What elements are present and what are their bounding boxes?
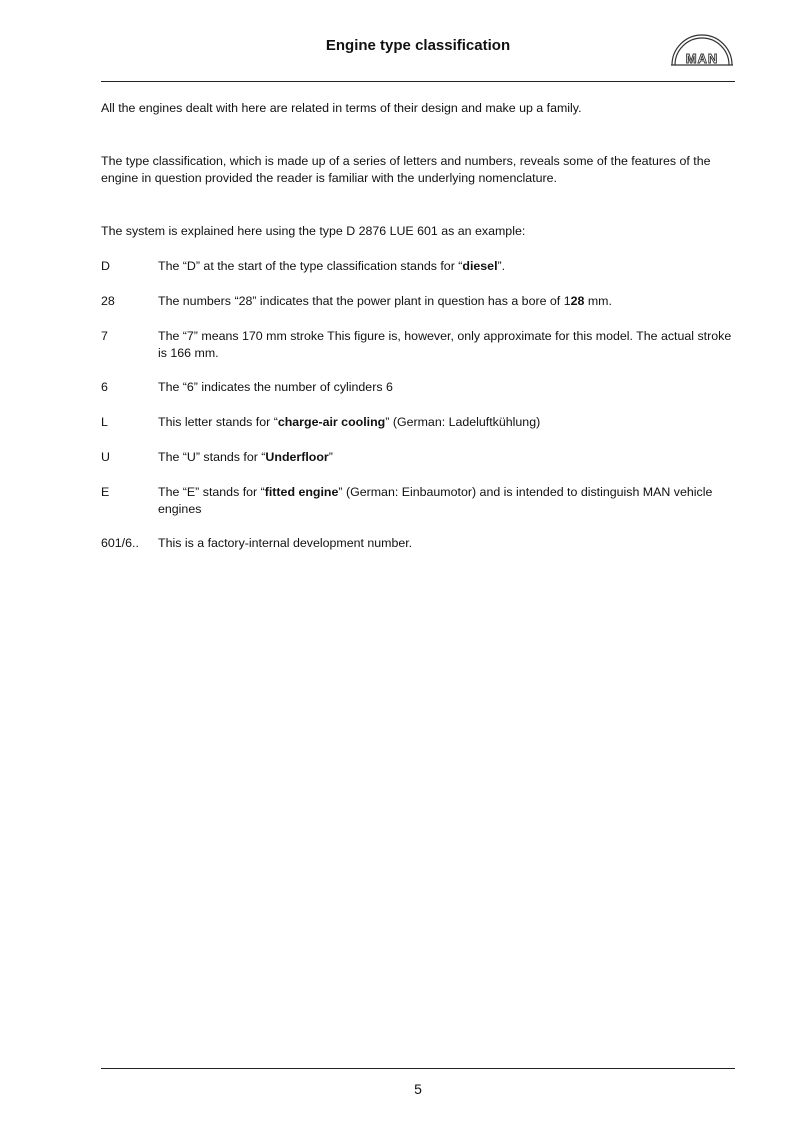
item-description: The numbers “28” indicates that the power plant in question has a bore of 128 mm. bbox=[158, 294, 612, 308]
intro-paragraph-1: All the engines dealt with here are related in terms of their design and make up a family. bbox=[101, 101, 582, 115]
item-description: The “7” means 170 mm stroke This figure is, however, only approximate for this model. The actual stroke is 166 mm. bbox=[158, 329, 732, 360]
page-title: Engine type classification bbox=[325, 37, 511, 54]
item-key: L bbox=[101, 415, 108, 429]
item-key: E bbox=[101, 485, 110, 499]
item-description: This is a factory-internal development number. bbox=[158, 536, 413, 550]
item-description: The “6” indicates the number of cylinders 6 bbox=[158, 380, 393, 394]
intro-paragraph-3: The system is explained here using the type D 2876 LUE 601 as an example: bbox=[101, 224, 526, 238]
item-description: The “D” at the start of the type classification stands for “diesel”. bbox=[158, 259, 506, 273]
item-key: D bbox=[101, 259, 110, 273]
man-logo bbox=[669, 32, 735, 68]
man-logo-text: MAN bbox=[685, 51, 719, 66]
footer-divider bbox=[101, 1068, 735, 1069]
item-description: This letter stands for “charge-air cooling” (German: Ladeluftkühlung) bbox=[158, 415, 541, 429]
header-divider bbox=[101, 81, 735, 82]
intro-paragraph-2: The type classification, which is made up of a series of letters and numbers, reveals some of the features of the engine in question provided the reader is familiar with the underlying nomenclature. bbox=[101, 154, 711, 185]
item-key: U bbox=[101, 450, 110, 464]
item-key: 28 bbox=[101, 294, 115, 308]
page-number: 5 bbox=[414, 1081, 422, 1097]
item-key: 6 bbox=[101, 380, 108, 394]
item-description: The “U” stands for “Underfloor” bbox=[158, 450, 333, 464]
item-key: 601/6.. bbox=[101, 536, 139, 550]
item-description: The “E” stands for “fitted engine” (German: Einbaumotor) and is intended to distinguish MAN vehicle engines bbox=[158, 485, 713, 516]
item-key: 7 bbox=[101, 329, 108, 343]
